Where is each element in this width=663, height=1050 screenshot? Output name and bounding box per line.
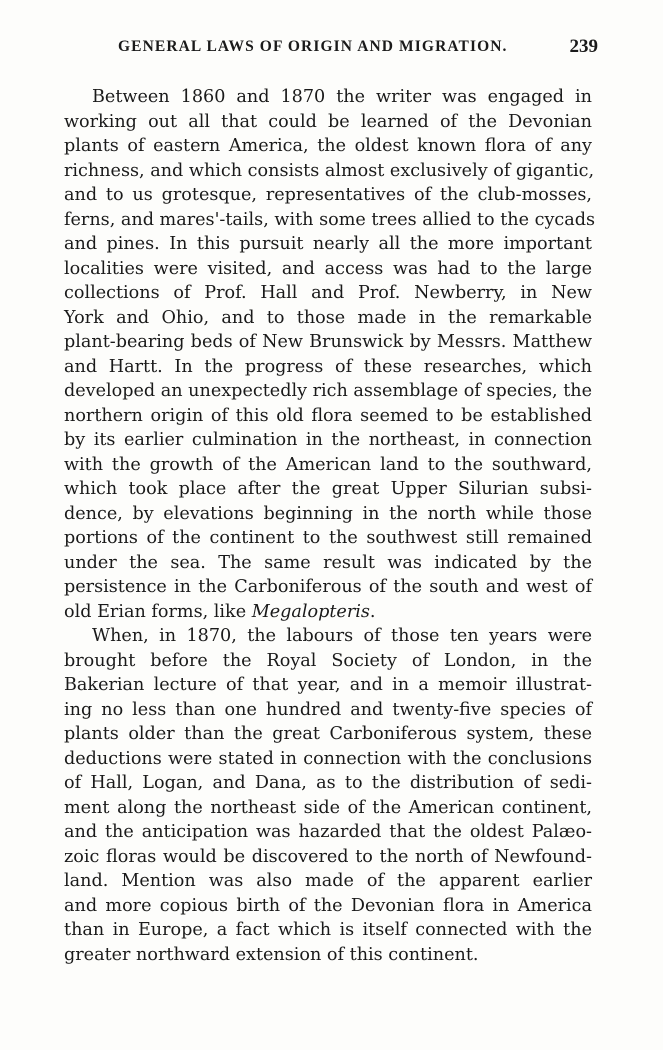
paragraph-2-line: than in Europe, a fact which is itself connected with the xyxy=(64,920,592,940)
page-number: 239 xyxy=(569,36,598,57)
paragraph-1-line: York and Ohio, and to those made in the remarkable xyxy=(64,307,592,328)
paragraph-1-line: plants of eastern America, the oldest known flora of any xyxy=(64,136,592,156)
paragraph-2-line: ing no less than one hundred and twenty-five species of xyxy=(64,699,592,720)
paragraph-1-line: which took place after the great Upper Silurian subsi- xyxy=(64,479,592,499)
paragraph-1-line: working out all that could be learned of the Devonian xyxy=(64,111,592,132)
paragraph-1-line: and to us grotesque, representatives of the club-mosses, xyxy=(64,185,592,205)
paragraph-1-line: richness, and which consists almost exclusively of gigantic, xyxy=(64,160,595,181)
paragraph-1-line: persistence in the Carboniferous of the south and west of xyxy=(64,577,592,597)
paragraph-2-line: When, in 1870, the labours of those ten years were xyxy=(92,626,592,646)
paragraph-1-last-line xyxy=(64,600,592,625)
body-text xyxy=(64,85,596,967)
paragraph-2-line: land. Mention was also made of the apparent earlier xyxy=(64,871,592,891)
paragraph-1-line: ferns, and mares'-tails, with some trees allied to the cycads xyxy=(64,209,596,230)
paragraph-2-line: Bakerian lecture of that year, and in a memoir illustrat- xyxy=(64,675,592,695)
paragraph-2-line: ment along the northeast side of the American continent, xyxy=(64,797,592,818)
paragraph-1-line: and pines. In this pursuit nearly all the more important xyxy=(64,234,592,254)
paragraph-1-line: under the sea. The same result was indicated by the xyxy=(64,552,592,573)
paragraph-2-line: plants older than the great Carboniferous system, these xyxy=(64,724,592,744)
genus-name-italic: Megalopteris xyxy=(251,601,370,622)
paragraph-1 xyxy=(64,85,596,624)
paragraph-2-line: brought before the Royal Society of London, in the xyxy=(64,650,592,671)
paragraph-1-line: dence, by elevations beginning in the north while those xyxy=(64,503,592,524)
last-line-suffix: . xyxy=(369,601,376,622)
running-title: GENERAL LAWS OF ORIGIN AND MIGRATION. xyxy=(118,38,508,55)
paragraph-1-line: and Hartt. In the progress of these researches, which xyxy=(64,356,592,377)
paragraph-1-line: northern origin of this old flora seemed to be established xyxy=(64,405,592,426)
paragraph-1-line: Between 1860 and 1870 the writer was engaged in xyxy=(92,87,592,107)
paragraph-1-line: by its earlier culmination in the northeast, in connection xyxy=(64,430,592,450)
paragraph-1-line: localities were visited, and access was had to the large xyxy=(64,258,592,279)
paragraph-2-line: deductions were stated in connection with the conclusions xyxy=(64,748,592,769)
paragraph-1-line: plant-bearing beds of New Brunswick by Messrs. Matthew xyxy=(64,332,592,352)
paragraph-1-line: portions of the continent to the southwest still remained xyxy=(64,528,592,548)
running-head xyxy=(118,36,598,60)
paragraph-2-line: and the anticipation was hazarded that the oldest Palæo- xyxy=(64,822,592,842)
paragraph-1-line: developed an unexpectedly rich assemblage of species, the xyxy=(64,381,593,401)
paragraph-2-line: of Hall, Logan, and Dana, as to the distribution of sedi- xyxy=(64,773,592,793)
paragraph-2-line: zoic floras would be discovered to the north of Newfound- xyxy=(64,846,592,867)
paragraph-2-last-line: greater northward extension of this continent. xyxy=(64,944,479,965)
last-line-prefix: old Erian forms, like xyxy=(64,601,252,622)
paragraph-2-line: and more copious birth of the Devonian flora in America xyxy=(64,895,592,916)
paragraph-1-line: with the growth of the American land to the southward, xyxy=(64,454,592,475)
paragraph-1-line: collections of Prof. Hall and Prof. Newberry, in New xyxy=(64,283,592,303)
paragraph-2 xyxy=(64,624,592,967)
